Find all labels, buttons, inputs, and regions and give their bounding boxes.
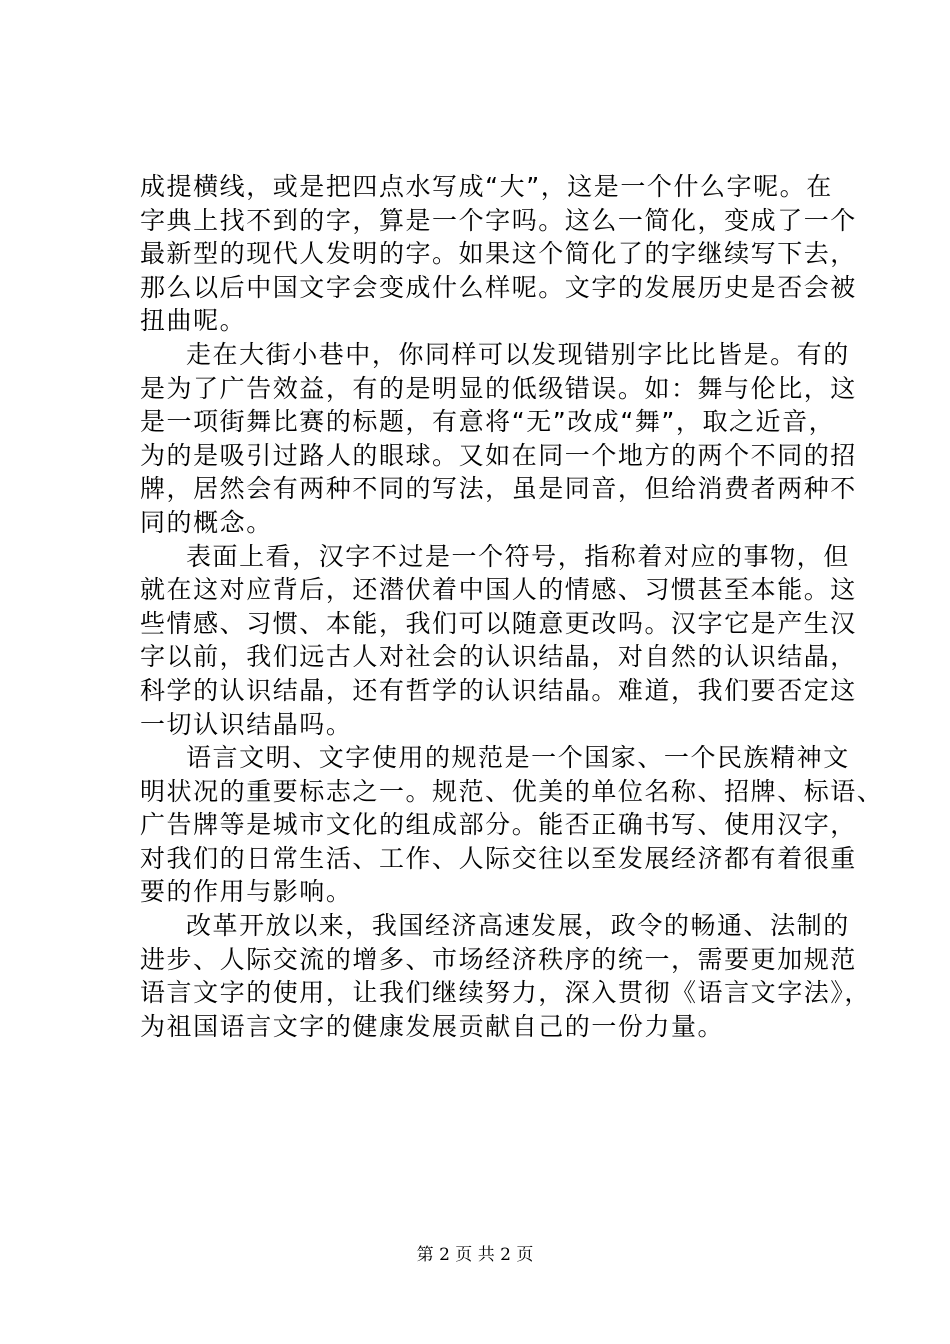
text-line: 字典上找不到的字，算是一个字吗。这么一简化，变成了一个: [140, 205, 857, 235]
text-line: 就在这对应背后，还潜伏着中国人的情感、习惯甚至本能。这: [140, 575, 857, 605]
text-line: 进步、人际交流的增多、市场经济秩序的统一，需要更加规范: [140, 944, 857, 974]
text-line: 广告牌等是城市文化的组成部分。能否正确书写、使用汉字，: [140, 810, 857, 840]
text-line: 语言文明、文字使用的规范是一个国家、一个民族精神文: [186, 743, 850, 773]
text-line: 那么以后中国文字会变成什么样呢。文字的发展历史是否会被: [140, 272, 857, 302]
text-line: 要的作用与影响。: [140, 877, 353, 907]
text-line: 牌，居然会有两种不同的写法，虽是同音，但给消费者两种不: [140, 474, 857, 504]
text-line: 改革开放以来，我国经济高速发展，政令的畅通、法制的: [186, 911, 850, 941]
text-line: 同的概念。: [140, 507, 273, 537]
text-line: 明状况的重要标志之一。规范、优美的单位名称、招牌、标语、: [140, 776, 884, 806]
text-line: 一切认识结晶吗。: [140, 709, 353, 739]
text-line: 走在大街小巷中，你同样可以发现错别字比比皆是。有的: [186, 339, 850, 369]
text-line: 最新型的现代人发明的字。如果这个简化了的字继续写下去，: [140, 239, 857, 269]
page-number-footer: 第 2 页 共 2 页: [416, 1245, 534, 1265]
text-line: 扭曲呢。: [140, 306, 247, 336]
text-line: 成提横线，或是把四点水写成“大”，这是一个什么字呢。在: [140, 172, 833, 201]
text-line: 字以前，我们远古人对社会的认识结晶，对自然的认识结晶，: [140, 642, 857, 672]
text-line: 是一项街舞比赛的标题，有意将“无”改成“舞”，取之近音，: [140, 407, 836, 437]
text-line: 科学的认识结晶，还有哲学的认识结晶。难道，我们要否定这: [140, 675, 857, 705]
paragraph-5: [140, 909, 871, 1043]
text-line: 为祖国语言文字的健康发展贡献自己的一份力量。: [140, 1011, 725, 1041]
text-line: 对我们的日常生活、工作、人际交往以至发展经济都有着很重: [140, 843, 857, 873]
text-line: 是为了广告效益，有的是明显的低级错误。如：舞与伦比，这: [140, 373, 857, 403]
paragraph-4: [140, 741, 884, 909]
paragraph-2: [140, 338, 857, 540]
text-line: 语言文字的使用，让我们继续努力，深入贯彻《语言文字法》，: [140, 978, 871, 1008]
text-line: 为的是吸引过路人的眼球。又如在同一个地方的两个不同的招: [140, 440, 857, 470]
document-body: [140, 170, 884, 1043]
text-line: 表面上看，汉字不过是一个符号，指称着对应的事物，但: [186, 541, 850, 571]
paragraph-3: [140, 540, 857, 742]
paragraph-1: [140, 170, 857, 338]
text-line: 些情感、习惯、本能，我们可以随意更改吗。汉字它是产生汉: [140, 608, 857, 638]
